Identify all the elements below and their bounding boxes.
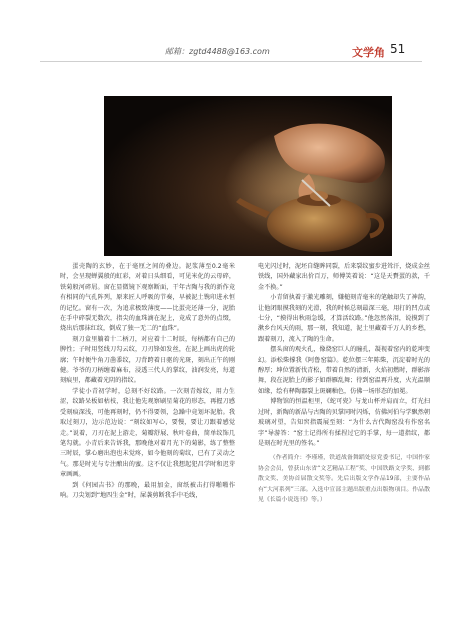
pottery-illustration: [104, 96, 392, 256]
author-bio: （作者简介：李瑾瑾，铁道战备舞蹈处原党委书记，中国作家协会会员，曾获山东省“文艺精品工程”奖、中国铁路文学奖、到都散文奖、美协首届散文奖等。先后出版文学作品19部，主要作品有“大河系列”三部。入选中宣部主题出版重点出版物项目。作品散见《长篇小说选刊》等。）: [258, 455, 430, 503]
paragraph: 博物馆的恒温柜里，《蛇可瓷》与龙山杯并肩而立，灯光扫过时，新陶的新晶与古陶的贝掌同时闪烁，仿佛河伯与学飘然朝玻璃对望，告知窖指震展至刻：“为什么古代陶窑没有作窑名字”导游答：“窑土记得所有揉捏过它的手掌，每一道指纹，都是刻在时光里的签名。”: [258, 398, 430, 447]
paragraph: 学徒小青初学时，总刻不好纹路。一次刻青嫁纹，用力生涩，纹路呆板如枯枝，我让他先观察刷星菊花的形态，再握刀感受刻痕深浅，可他再刻时，仍不得要领，急躁中竟划坏泥胎。我取过刻刀，边示范边说：“刻纹如写心，要慢，要让刀跟着感觉走。”说着，刀刃在泥上游走，菊瓣舒展、秋叶卷曲，简单纹饰几笔勾就。小青后来告诉我，那晚他对着月光下的菊影，练了整整三时辰，掌心磨出泡也未觉疼，如今他刻的菊纹，已有了灵动之气。那是时光与专注酿出的蜜。这不仅让我想起犯昌学时和迟芽章画画。: [60, 387, 235, 479]
paragraph: 小青留执着于激光雕刻，嫌槌刻青毫米的笔触却失了神韵，让他闭眼摸我刻的光滑，我的时候总刻最深三毫，用打的凹点或七分，“摸得出秋雨急缓，才算活纹路。”他忽然落泪，说摸到了漱乡台风天的雨，那一刻，我知道，泥土里藏着千万人的乡愁，跟着刻刀，流入了陶的生命。: [258, 294, 430, 343]
header-divider: [40, 61, 422, 62]
email-address: 邮箱：zgtd4488@163.com: [165, 47, 270, 56]
left-column: [60, 262, 235, 501]
paragraph: 蛋壳陶的玄妙，在于毫厘之间的叠边。泥浆薄至0.2毫米时，会呈现蝉翼般的虹彩，对着日头细看，可见米化的云母碎，铁菊般河碎屑。窗在显微镜下观察断面，干年古陶与我的新作竟有相同的气孔阵列，原来匠人呼吸的节奏，早被泥土镌印进永恒的记忆。窗有一次，为追求极致薄度——比蛋壳还薄一分，泥胎在手中碎裂无数次，指尖的血珠滴在泥上，竟成了意外的点缀，烧出后那抹红纹，倒成了独一无二的“血珠”。: [60, 263, 235, 333]
paragraph: 刻刀盒里躺着十二柄刀，对应着十二时辰，每柄都有自己的脾性；子时用竖线刀勾云纹，刀刃锋如发丝，在泥上画出虎的轮廓；午时便牛角刀凿黍纹，刀背跨着日驱的光斑，刻出正午的刚健。爷爷的刀柄缠着麻布，浸透三代人的掌纹，油润发亮，每道刻痕里，都藏着光阴的指纹。: [60, 335, 235, 385]
pottery-photo: [104, 96, 392, 256]
right-column: [258, 262, 430, 505]
paragraph: 摆头窗的观火孔，像烧窑巨人的瞳孔，凝视着窑内的乾坤变幻。添松柴撑我《阿鲁窑篇》。乾位摆三年陈柴，沉淀着时光的醇厚；坤位置新伐青松，带着自然的清新，火焰初燃时，群影溶舞，段在泥胎上的影子如群雁乱舞；待到窑温再升度，火光温顺如缘，绘有释陶器裂上斑斓釉色，仿佛一场形态的加冕。: [258, 346, 430, 395]
page-number: 51: [390, 42, 406, 56]
paragraph: 电光闪过时，泥坯自缝眸同裂，后来裂纹蜜步进耸汗，烧成金丝铁线，国外藏家出价百万，师傅笑着说：“这是天賚蛋的款，千金不换。”: [258, 263, 430, 291]
paragraph: 到《何园吉书》的那晚，最用加金，窗纸被击打得啪啪作响。刀尖划到“地四生金”时，屎袭剪断我手中毛线，: [60, 481, 235, 499]
page-header: [0, 0, 450, 70]
section-title: 文学角: [352, 46, 385, 59]
